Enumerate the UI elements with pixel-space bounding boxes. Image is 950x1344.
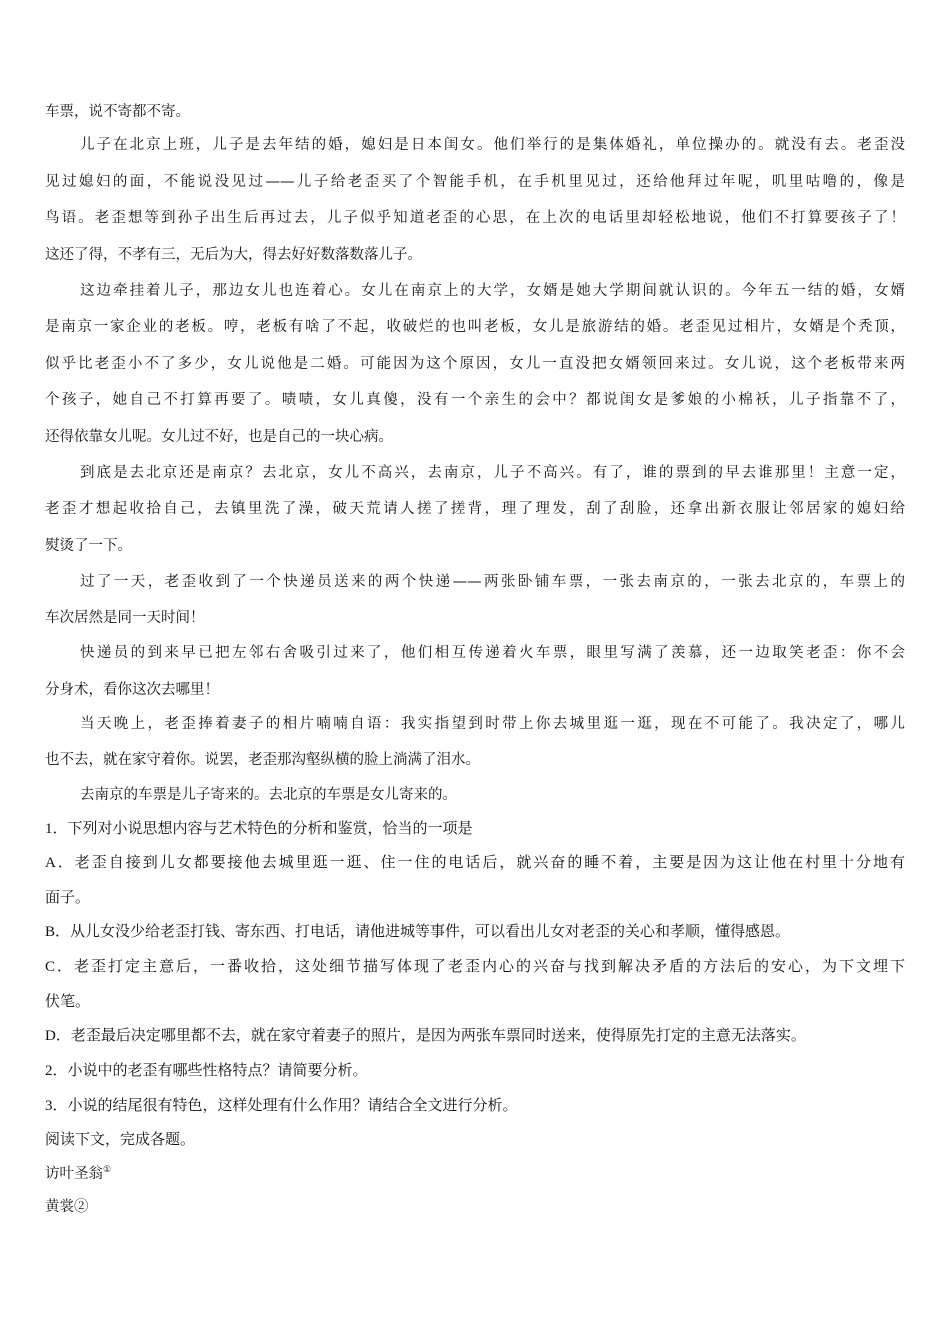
option-b: B．从儿女没少给老歪打钱、寄东西、打电话，请他进城等事件，可以看出儿女对老歪的关心和孝顺，懂得感恩。 — [45, 924, 791, 940]
story-line: 这还了得，不孝有三，无后为大，得去好好数落数落儿子。 — [45, 247, 422, 263]
option-a: A．老歪自接到儿女都要接他去城里逛一逛、住一住的电话后，就兴奋的睡不着，主要是因为这让他在村里十分地有 — [45, 855, 905, 871]
article-title — [45, 1157, 905, 1191]
story-line: 还得依靠女儿呢。女儿过不好，也是自己的一块心病。 — [45, 429, 393, 445]
article-author: 黄裳② — [45, 1199, 89, 1215]
story-line: 当天晚上，老歪捧着妻子的相片喃喃自语：我实指望到时带上你去城里逛一逛，现在不可能了。我决定了，哪儿 — [80, 716, 905, 732]
story-line: 车票，说不寄都不寄。 — [45, 104, 190, 120]
story-line: 见过媳妇的面，不能说没见过——儿子给老歪买了个智能手机，在手机里见过，还给他拜过年呢，叽里咕噜的，像是 — [45, 174, 905, 190]
story-line: 快递员的到来早已把左邻右舍吸引过来了，他们相互传递着火车票，眼里写满了羡慕，还一边取笑老歪：你不会 — [80, 645, 905, 661]
story-line: 熨烫了一下。 — [45, 538, 132, 554]
option-d: D．老歪最后决定哪里都不去，就在家守着妻子的照片，是因为两张车票同时送来，使得原先打定的主意无法落实。 — [45, 1028, 806, 1044]
story-line: 车次居然是同一天时间！ — [45, 610, 205, 626]
article-title-text: 访叶圣翁 — [45, 1166, 103, 1182]
story-line: 过了一天，老歪收到了一个快递员送来的两个快递——两张卧铺车票，一张去南京的，一张去北京的，车票上的 — [80, 574, 905, 590]
footnote-marker: ① — [103, 1165, 112, 1176]
story-line: 鸟语。老歪想等到孙子出生后再过去，儿子似乎知道老歪的心思，在上次的电话里却轻松地说，他们不打算要孩子了！ — [45, 210, 905, 226]
question-1: 1．下列对小说思想内容与艺术特色的分析和鉴赏，恰当的一项是 — [45, 821, 473, 837]
story-line: 这边牵挂着儿子，那边女儿也连着心。女儿在南京上的大学，女婿是她大学期间就认识的。今年五一结的婚，女婿 — [80, 283, 905, 299]
story-line: 也不去，就在家守着你。说罢，老歪那沟壑纵横的脸上淌满了泪水。 — [45, 752, 480, 768]
reading-instruction: 阅读下文，完成各题。 — [45, 1132, 196, 1148]
story-line: 儿子在北京上班，儿子是去年结的婚，媳妇是日本闺女。他们举行的是集体婚礼，单位操办的。就没有去。老歪没 — [80, 137, 905, 153]
story-line: 是南京一家企业的老板。哼，老板有啥了不起，收破烂的也叫老板，女儿是旅游结的婚。老歪见过相片，女婿是个秃顶， — [45, 319, 905, 335]
question-3: 3．小说的结尾很有特色，这样处理有什么作用？请结合全文进行分析。 — [45, 1098, 518, 1114]
option-c: C．老歪打定主意后，一番收拾，这处细节描写体现了老歪内心的兴奋与找到解决矛盾的方法后的安心，为下文埋下 — [45, 959, 905, 975]
story-line: 个孩子，她自己不打算再要了。啧啧，女儿真傻，没有一个亲生的会中？都说闺女是爹娘的小棉袄，儿子指靠不了， — [45, 392, 905, 408]
option-a-continued: 面子。 — [45, 890, 91, 906]
question-2: 2．小说中的老歪有哪些性格特点？请简要分析。 — [45, 1063, 368, 1079]
story-line: 似乎比老歪小不了多少，女儿说他是二婚。可能因为这个原因，女儿一直没把女婿领回来过。女儿说，这个老板带来两 — [45, 356, 905, 372]
option-c-continued: 伏笔。 — [45, 994, 91, 1010]
story-line: 去南京的车票是儿子寄来的。去北京的车票是女儿寄来的。 — [80, 787, 457, 803]
story-line: 老歪才想起收拾自己，去镇里洗了澡，破天荒请人搓了搓背，理了理发，刮了刮脸，还拿出新衣服让邻居家的媳妇给 — [45, 501, 905, 517]
story-line: 分身术，看你这次去哪里！ — [45, 682, 219, 698]
story-line: 到底是去北京还是南京？去北京，女儿不高兴，去南京，儿子不高兴。有了，谁的票到的早去谁那里！主意一定， — [80, 465, 905, 481]
